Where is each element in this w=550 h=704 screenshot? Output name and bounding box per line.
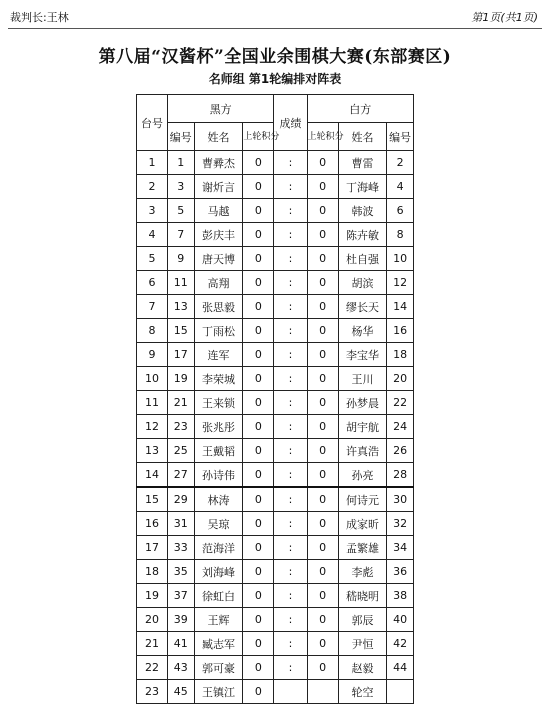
pairing-rows bbox=[137, 151, 414, 704]
cell-black-prev-score: 0 bbox=[243, 512, 274, 536]
header-black-prev-score: 上轮积分 bbox=[243, 123, 274, 151]
cell-white-name: 孙亮 bbox=[338, 463, 387, 488]
cell-black-name: 徐虹白 bbox=[194, 584, 243, 608]
cell-table-no: 20 bbox=[137, 608, 168, 632]
table-row bbox=[137, 656, 414, 680]
header-black-no: 编号 bbox=[168, 123, 195, 151]
cell-white-prev-score: 0 bbox=[307, 656, 338, 680]
cell-table-no: 1 bbox=[137, 151, 168, 175]
cell-table-no: 22 bbox=[137, 656, 168, 680]
table-row bbox=[137, 343, 414, 367]
cell-white-name: 胡宇航 bbox=[338, 415, 387, 439]
page-indicator: 第1页(共1页) bbox=[471, 11, 538, 24]
cell-result: : bbox=[274, 632, 307, 656]
cell-result: : bbox=[274, 415, 307, 439]
cell-table-no: 7 bbox=[137, 295, 168, 319]
cell-white-no: 32 bbox=[387, 512, 414, 536]
cell-table-no: 15 bbox=[137, 487, 168, 512]
table-row bbox=[137, 560, 414, 584]
header-white-name: 姓名 bbox=[338, 123, 387, 151]
cell-result: : bbox=[274, 560, 307, 584]
table-row bbox=[137, 632, 414, 656]
table-row bbox=[137, 536, 414, 560]
cell-white-no: 2 bbox=[387, 151, 414, 175]
header-table-no: 台号 bbox=[137, 95, 168, 151]
cell-black-name: 王来锁 bbox=[194, 391, 243, 415]
cell-white-prev-score: 0 bbox=[307, 463, 338, 488]
cell-result: : bbox=[274, 391, 307, 415]
cell-black-no: 43 bbox=[168, 656, 195, 680]
cell-black-no: 39 bbox=[168, 608, 195, 632]
cell-result: : bbox=[274, 151, 307, 175]
cell-result: : bbox=[274, 295, 307, 319]
cell-result: : bbox=[274, 223, 307, 247]
cell-white-prev-score: 0 bbox=[307, 367, 338, 391]
cell-white-no: 30 bbox=[387, 487, 414, 512]
table-row bbox=[137, 319, 414, 343]
cell-white-prev-score: 0 bbox=[307, 536, 338, 560]
table-row bbox=[137, 175, 414, 199]
cell-white-prev-score: 0 bbox=[307, 247, 338, 271]
table-row bbox=[137, 199, 414, 223]
cell-black-prev-score: 0 bbox=[243, 439, 274, 463]
cell-white-no: 20 bbox=[387, 367, 414, 391]
cell-white-no: 10 bbox=[387, 247, 414, 271]
cell-table-no: 4 bbox=[137, 223, 168, 247]
cell-black-no: 27 bbox=[168, 463, 195, 488]
cell-white-no: 26 bbox=[387, 439, 414, 463]
cell-result: : bbox=[274, 584, 307, 608]
cell-result: : bbox=[274, 463, 307, 488]
cell-white-name: 杜自强 bbox=[338, 247, 387, 271]
cell-white-no: 14 bbox=[387, 295, 414, 319]
cell-black-no: 33 bbox=[168, 536, 195, 560]
cell-black-name: 张思毅 bbox=[194, 295, 243, 319]
cell-black-name: 彭庆丰 bbox=[194, 223, 243, 247]
cell-white-prev-score: 0 bbox=[307, 439, 338, 463]
cell-black-name: 唐天博 bbox=[194, 247, 243, 271]
cell-black-no: 31 bbox=[168, 512, 195, 536]
cell-white-no: 44 bbox=[387, 656, 414, 680]
cell-black-no: 29 bbox=[168, 487, 195, 512]
cell-white-prev-score: 0 bbox=[307, 608, 338, 632]
cell-white-name: 李宝华 bbox=[338, 343, 387, 367]
cell-white-name: 成家昕 bbox=[338, 512, 387, 536]
table-row bbox=[137, 247, 414, 271]
cell-white-prev-score: 0 bbox=[307, 391, 338, 415]
cell-white-prev-score: 0 bbox=[307, 271, 338, 295]
cell-black-prev-score: 0 bbox=[243, 199, 274, 223]
cell-black-name: 王戴韬 bbox=[194, 439, 243, 463]
cell-white-no: 16 bbox=[387, 319, 414, 343]
cell-black-prev-score: 0 bbox=[243, 295, 274, 319]
cell-white-prev-score: 0 bbox=[307, 295, 338, 319]
cell-white-no: 18 bbox=[387, 343, 414, 367]
cell-black-prev-score: 0 bbox=[243, 223, 274, 247]
cell-table-no: 10 bbox=[137, 367, 168, 391]
cell-white-no: 28 bbox=[387, 463, 414, 488]
cell-table-no: 17 bbox=[137, 536, 168, 560]
header-black: 黑方 bbox=[168, 95, 274, 123]
cell-white-name: 孙梦晨 bbox=[338, 391, 387, 415]
table-row bbox=[137, 367, 414, 391]
cell-result: : bbox=[274, 536, 307, 560]
table-row bbox=[137, 584, 414, 608]
table-row bbox=[137, 512, 414, 536]
cell-black-name: 郭可豪 bbox=[194, 656, 243, 680]
cell-white-prev-score: 0 bbox=[307, 151, 338, 175]
cell-black-no: 35 bbox=[168, 560, 195, 584]
cell-result: : bbox=[274, 175, 307, 199]
cell-black-prev-score: 0 bbox=[243, 536, 274, 560]
cell-black-no: 25 bbox=[168, 439, 195, 463]
cell-white-name: 王川 bbox=[338, 367, 387, 391]
cell-result: : bbox=[274, 199, 307, 223]
cell-table-no: 9 bbox=[137, 343, 168, 367]
cell-white-name: 嵇晓明 bbox=[338, 584, 387, 608]
cell-table-no: 19 bbox=[137, 584, 168, 608]
cell-black-prev-score: 0 bbox=[243, 319, 274, 343]
cell-white-prev-score: 0 bbox=[307, 632, 338, 656]
cell-result: : bbox=[274, 608, 307, 632]
cell-black-no: 9 bbox=[168, 247, 195, 271]
cell-white-prev-score: 0 bbox=[307, 343, 338, 367]
cell-table-no: 23 bbox=[137, 680, 168, 704]
cell-white-name: 李彪 bbox=[338, 560, 387, 584]
cell-result: : bbox=[274, 656, 307, 680]
cell-black-name: 连军 bbox=[194, 343, 243, 367]
cell-white-prev-score: 0 bbox=[307, 199, 338, 223]
cell-white-prev-score: 0 bbox=[307, 487, 338, 512]
cell-black-prev-score: 0 bbox=[243, 560, 274, 584]
cell-white-name: 尹恒 bbox=[338, 632, 387, 656]
cell-black-name: 范海洋 bbox=[194, 536, 243, 560]
cell-white-no: 22 bbox=[387, 391, 414, 415]
cell-result: : bbox=[274, 247, 307, 271]
cell-black-name: 林涛 bbox=[194, 487, 243, 512]
cell-result: : bbox=[274, 439, 307, 463]
referee-label: 裁判长:王林 bbox=[10, 11, 69, 24]
cell-white-name: 何诗元 bbox=[338, 487, 387, 512]
cell-white-no: 34 bbox=[387, 536, 414, 560]
cell-white-no: 4 bbox=[387, 175, 414, 199]
cell-black-no: 21 bbox=[168, 391, 195, 415]
cell-table-no: 16 bbox=[137, 512, 168, 536]
table-row bbox=[137, 680, 414, 704]
cell-black-no: 1 bbox=[168, 151, 195, 175]
cell-black-name: 王辉 bbox=[194, 608, 243, 632]
cell-black-no: 17 bbox=[168, 343, 195, 367]
cell-black-no: 23 bbox=[168, 415, 195, 439]
cell-white-prev-score: 0 bbox=[307, 175, 338, 199]
cell-black-prev-score: 0 bbox=[243, 151, 274, 175]
table-row bbox=[137, 608, 414, 632]
cell-table-no: 12 bbox=[137, 415, 168, 439]
cell-black-name: 高翔 bbox=[194, 271, 243, 295]
cell-white-name: 丁海峰 bbox=[338, 175, 387, 199]
table-row bbox=[137, 391, 414, 415]
cell-table-no: 8 bbox=[137, 319, 168, 343]
cell-table-no: 14 bbox=[137, 463, 168, 488]
cell-black-prev-score: 0 bbox=[243, 391, 274, 415]
cell-white-name: 曹雷 bbox=[338, 151, 387, 175]
cell-table-no: 2 bbox=[137, 175, 168, 199]
cell-black-name: 丁雨松 bbox=[194, 319, 243, 343]
cell-white-name: 韩波 bbox=[338, 199, 387, 223]
cell-white-name: 杨华 bbox=[338, 319, 387, 343]
cell-black-name: 刘海峰 bbox=[194, 560, 243, 584]
cell-black-prev-score: 0 bbox=[243, 415, 274, 439]
header-result: 成绩 bbox=[274, 95, 307, 151]
cell-white-no: 8 bbox=[387, 223, 414, 247]
cell-black-prev-score: 0 bbox=[243, 343, 274, 367]
cell-black-prev-score: 0 bbox=[243, 463, 274, 488]
cell-black-no: 41 bbox=[168, 632, 195, 656]
cell-result: : bbox=[274, 343, 307, 367]
cell-black-prev-score: 0 bbox=[243, 247, 274, 271]
cell-table-no: 3 bbox=[137, 199, 168, 223]
cell-table-no: 5 bbox=[137, 247, 168, 271]
table-row bbox=[137, 439, 414, 463]
cell-black-prev-score: 0 bbox=[243, 656, 274, 680]
cell-black-no: 7 bbox=[168, 223, 195, 247]
cell-white-name: 轮空 bbox=[338, 680, 387, 704]
cell-black-no: 3 bbox=[168, 175, 195, 199]
cell-white-name: 胡滨 bbox=[338, 271, 387, 295]
cell-white-name: 许真浩 bbox=[338, 439, 387, 463]
cell-white-no: 40 bbox=[387, 608, 414, 632]
cell-black-name: 王镇江 bbox=[194, 680, 243, 704]
cell-result: : bbox=[274, 319, 307, 343]
header-white-no: 编号 bbox=[387, 123, 414, 151]
cell-black-name: 吴琼 bbox=[194, 512, 243, 536]
cell-table-no: 11 bbox=[137, 391, 168, 415]
cell-white-prev-score bbox=[307, 680, 338, 704]
cell-black-prev-score: 0 bbox=[243, 584, 274, 608]
page-subtitle: 名师组 第1轮编排对阵表 bbox=[208, 72, 342, 86]
cell-white-name: 孟繁雄 bbox=[338, 536, 387, 560]
cell-table-no: 18 bbox=[137, 560, 168, 584]
page-title: 第八届“汉酱杯”全国业余围棋大赛(东部赛区) bbox=[98, 47, 452, 67]
cell-black-no: 37 bbox=[168, 584, 195, 608]
cell-white-name: 郭辰 bbox=[338, 608, 387, 632]
table-row bbox=[137, 295, 414, 319]
cell-white-no: 24 bbox=[387, 415, 414, 439]
cell-white-no: 42 bbox=[387, 632, 414, 656]
cell-black-prev-score: 0 bbox=[243, 487, 274, 512]
cell-black-no: 45 bbox=[168, 680, 195, 704]
cell-white-name: 赵毅 bbox=[338, 656, 387, 680]
table-row bbox=[137, 415, 414, 439]
cell-white-no: 36 bbox=[387, 560, 414, 584]
cell-white-prev-score: 0 bbox=[307, 512, 338, 536]
cell-black-name: 李荣城 bbox=[194, 367, 243, 391]
cell-black-prev-score: 0 bbox=[243, 271, 274, 295]
cell-result bbox=[274, 680, 307, 704]
cell-black-prev-score: 0 bbox=[243, 608, 274, 632]
cell-table-no: 6 bbox=[137, 271, 168, 295]
cell-result: : bbox=[274, 271, 307, 295]
cell-table-no: 21 bbox=[137, 632, 168, 656]
cell-white-prev-score: 0 bbox=[307, 319, 338, 343]
header-divider bbox=[8, 28, 542, 29]
cell-white-prev-score: 0 bbox=[307, 415, 338, 439]
cell-black-prev-score: 0 bbox=[243, 175, 274, 199]
cell-black-no: 13 bbox=[168, 295, 195, 319]
cell-result: : bbox=[274, 367, 307, 391]
header-black-name: 姓名 bbox=[194, 123, 243, 151]
cell-black-name: 谢炘言 bbox=[194, 175, 243, 199]
cell-table-no: 13 bbox=[137, 439, 168, 463]
cell-black-prev-score: 0 bbox=[243, 680, 274, 704]
cell-black-name: 臧志军 bbox=[194, 632, 243, 656]
cell-white-prev-score: 0 bbox=[307, 560, 338, 584]
cell-white-name: 陈卉敏 bbox=[338, 223, 387, 247]
cell-white-no: 12 bbox=[387, 271, 414, 295]
cell-white-no bbox=[387, 680, 414, 704]
header-white: 白方 bbox=[307, 95, 413, 123]
cell-result: : bbox=[274, 487, 307, 512]
cell-white-prev-score: 0 bbox=[307, 223, 338, 247]
cell-result: : bbox=[274, 512, 307, 536]
table-row bbox=[137, 487, 414, 512]
header-white-prev-score: 上轮积分 bbox=[307, 123, 338, 151]
table-row bbox=[137, 463, 414, 488]
cell-black-no: 15 bbox=[168, 319, 195, 343]
cell-white-name: 缪长天 bbox=[338, 295, 387, 319]
table-row bbox=[137, 151, 414, 175]
cell-black-no: 5 bbox=[168, 199, 195, 223]
cell-white-prev-score: 0 bbox=[307, 584, 338, 608]
pairings-table bbox=[136, 94, 414, 704]
cell-black-name: 曹彛杰 bbox=[194, 151, 243, 175]
cell-black-no: 11 bbox=[168, 271, 195, 295]
cell-black-no: 19 bbox=[168, 367, 195, 391]
cell-white-no: 6 bbox=[387, 199, 414, 223]
table-row bbox=[137, 223, 414, 247]
table-row bbox=[137, 271, 414, 295]
cell-black-prev-score: 0 bbox=[243, 367, 274, 391]
cell-white-no: 38 bbox=[387, 584, 414, 608]
cell-black-name: 张兆彤 bbox=[194, 415, 243, 439]
cell-black-name: 马越 bbox=[194, 199, 243, 223]
cell-black-prev-score: 0 bbox=[243, 632, 274, 656]
cell-black-name: 孙诗伟 bbox=[194, 463, 243, 488]
